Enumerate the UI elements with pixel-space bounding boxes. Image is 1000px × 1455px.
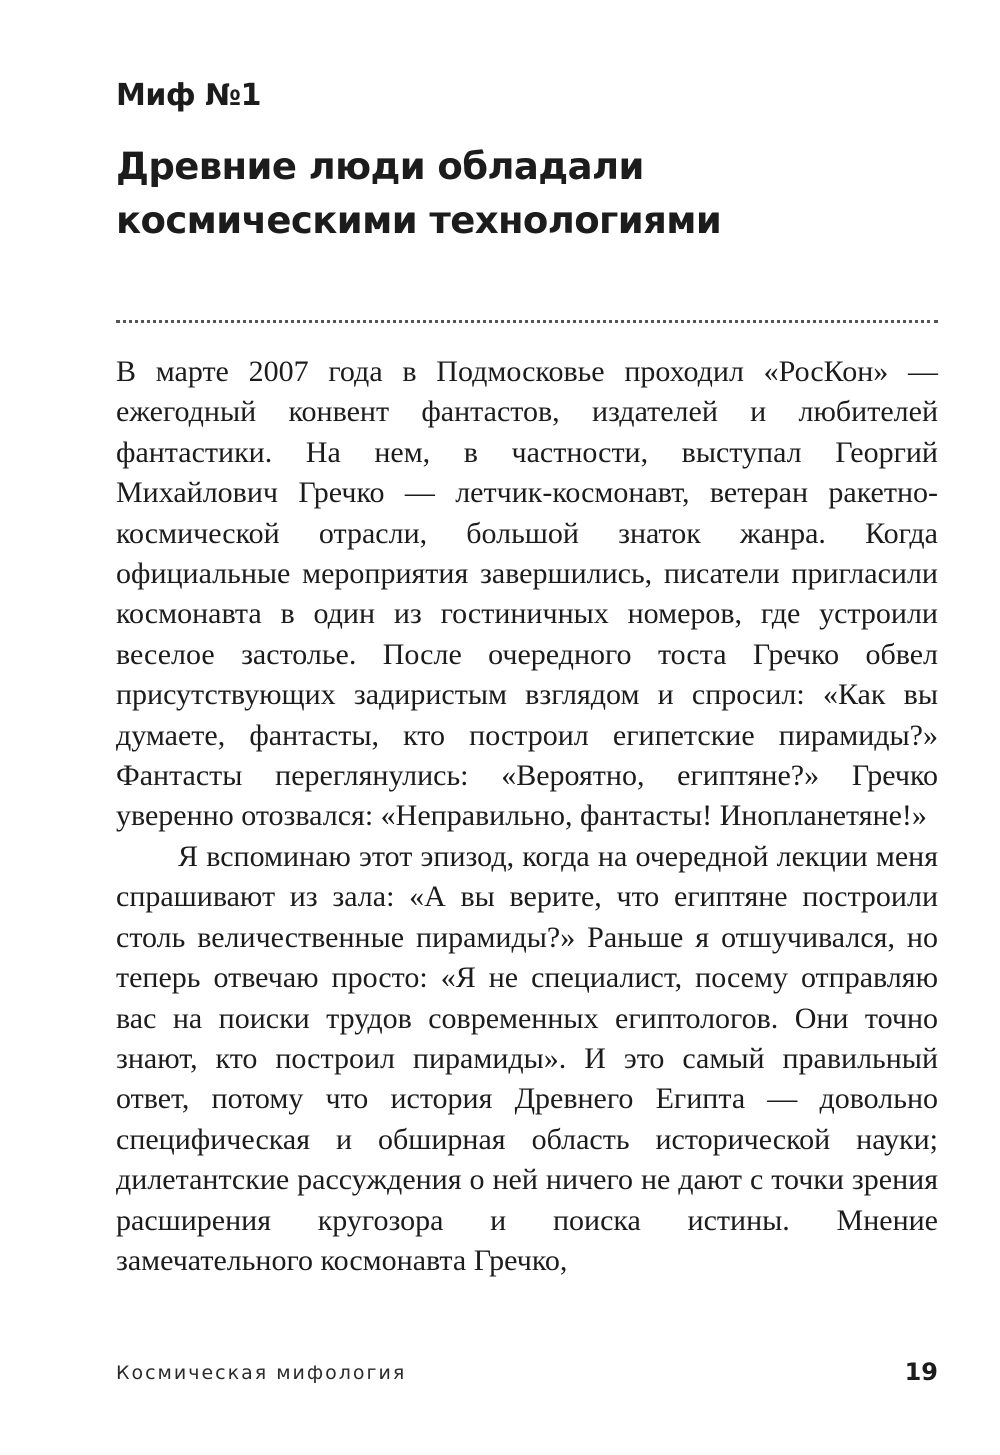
dotted-divider <box>116 320 938 323</box>
running-head: Космическая мифология <box>116 1362 407 1384</box>
page-footer <box>116 1358 938 1394</box>
chapter-title-line-1: Древние люди обладали <box>116 145 644 188</box>
paragraph-2: Я вспоминаю этот эпизод, когда на очередной лекции меня спрашивают из зала: «А вы верите, что египтяне построили столь величественные пирамиды?» Раньше я отшучивался, но теперь отвечаю просто: «Я не специалист, посему отправляю вас на поиски трудов современных египтологов. Они точно знают, кто построил пирамиды». И это самый правильный ответ, потому что история Древнего Египта — довольно специфическая и обширная область исторической науки; дилетантские рассуждения о ней ничего не дают с точки зрения расширения кругозора и поиска истины. Мнение замечательного космонавта Гречко, <box>116 839 938 1277</box>
myth-label: Миф №1 <box>116 78 262 113</box>
paragraph-1: В марте 2007 года в Подмосковье проходил «РосКон» — ежегодный конвент фантастов, издателей и любителей фантастики. На нем, в частности, выступал Георгий Михайлович Гречко — летчик-космонавт, ветеран ракетно-космической отрасли, большой знаток жанра. Когда официальные мероприятия завершились, писатели пригласили космонавта в один из гостиничных номеров, где устроили веселое застолье. После очередного тоста Гречко обвел присутствующих задиристым взглядом и спросил: «Как вы думаете, фантасты, кто построил египетские пирамиды?» Фантасты переглянулись: «Вероятно, египтяне?» Гречко уверенно отозвался: «Неправильно, фантасты! Инопланетяне!» <box>116 355 938 833</box>
chapter-title-line-2: космическими технологиями <box>116 199 722 242</box>
chapter-title <box>116 140 956 248</box>
page-number: 19 <box>904 1358 938 1386</box>
body-text <box>116 352 938 1281</box>
